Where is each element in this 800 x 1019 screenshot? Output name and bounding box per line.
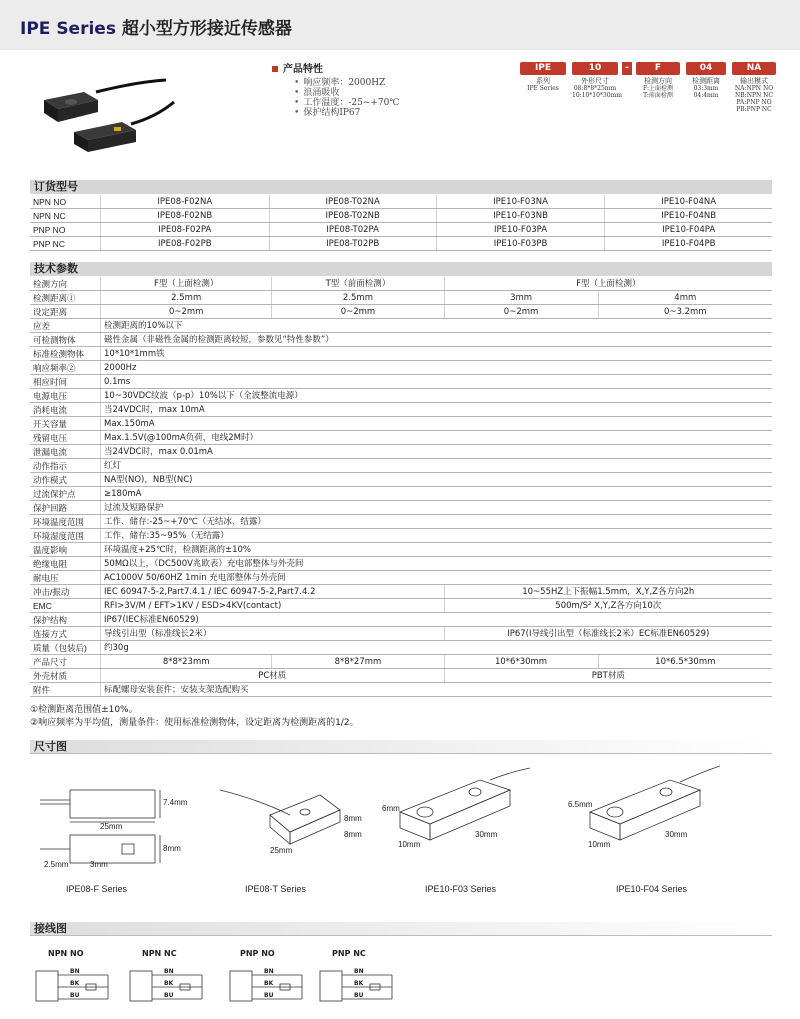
spec-row bbox=[30, 599, 772, 613]
spec-row bbox=[30, 557, 772, 571]
wiring-label: PNP NO bbox=[240, 949, 275, 958]
dim-label: 10mm bbox=[588, 840, 611, 849]
code-sub: 04:4mm bbox=[693, 92, 719, 99]
spec-label: 电源电压 bbox=[30, 389, 101, 403]
order-output-type: PNP NC bbox=[30, 237, 101, 251]
spec-label: 动作指示 bbox=[30, 459, 101, 473]
dim-label: 8mm bbox=[344, 814, 362, 823]
spec-value: 500m/S² X,Y,Z各方向10次 bbox=[444, 599, 772, 613]
wire-label: BU bbox=[264, 992, 274, 999]
feature-title: 产品特性 bbox=[272, 60, 399, 75]
order-model: IPE10-F04PA bbox=[605, 223, 772, 237]
spec-row bbox=[30, 389, 772, 403]
dimension-section-title: 尺寸图 bbox=[30, 740, 772, 754]
spec-label: 检测方向 bbox=[30, 277, 101, 291]
feature-item: • 浪涌吸收 bbox=[294, 88, 399, 98]
spec-value: 10~30VDC纹波（p-p）10%以下（全波整流电源） bbox=[101, 389, 773, 403]
spec-row bbox=[30, 501, 772, 515]
code-sub: 08:8*8*25mm bbox=[573, 85, 617, 92]
wire-label: BU bbox=[70, 992, 80, 999]
dim-caption: IPE10-F03 Series bbox=[425, 884, 497, 894]
spec-value: 磁性金属（非磁性金属的检测距离较短，参数见“特性参数”） bbox=[101, 333, 773, 347]
spec-value: 10~55HZ上下振幅1.5mm，X,Y,Z各方向2h bbox=[444, 585, 772, 599]
spec-value: 50MΩ以上，（DC500V兆欧表）充电部整体与外壳间 bbox=[101, 557, 773, 571]
spec-label: 冲击/振动 bbox=[30, 585, 101, 599]
spec-value: 10*6.5*30mm bbox=[598, 655, 772, 669]
spec-value: NA型(NO)，NB型(NC) bbox=[101, 473, 773, 487]
spec-row bbox=[30, 543, 772, 557]
footnotes bbox=[30, 704, 359, 730]
spec-row bbox=[30, 333, 772, 347]
wiring-label: NPN NC bbox=[142, 949, 177, 958]
code-caption: 检测方向 bbox=[644, 77, 672, 85]
order-output-type: PNP NO bbox=[30, 223, 101, 237]
spec-label: 应差 bbox=[30, 319, 101, 333]
code-caption: 检测距离 bbox=[692, 77, 720, 85]
spec-row bbox=[30, 473, 772, 487]
spec-label: 消耗电流 bbox=[30, 403, 101, 417]
dim-label: 10mm bbox=[398, 840, 421, 849]
code-box: F bbox=[636, 62, 680, 75]
spec-value: 检测距离的10%以下 bbox=[101, 319, 773, 333]
wire-label: BN bbox=[264, 968, 274, 975]
spec-label: 环境湿度范围 bbox=[30, 529, 101, 543]
footnote: ②响应频率为平均值，测量条件：使用标准检测物体，设定距离为检测距离的1/2。 bbox=[30, 718, 359, 728]
spec-row bbox=[30, 487, 772, 501]
spec-value: 3mm bbox=[444, 291, 598, 305]
spec-value: AC1000V 50/60HZ 1min 充电部整体与外壳间 bbox=[101, 571, 773, 585]
order-model: IPE10-F04NB bbox=[605, 209, 772, 223]
spec-value: 红灯 bbox=[101, 459, 773, 473]
spec-label: 质量（包装后) bbox=[30, 641, 101, 655]
dim-label: 30mm bbox=[475, 830, 498, 839]
spec-row bbox=[30, 627, 772, 641]
wire-label: BU bbox=[354, 992, 364, 999]
spec-value: 环境温度+25℃时，检测距离的±10% bbox=[101, 543, 773, 557]
wire-label: BN bbox=[164, 968, 174, 975]
dim-label: 25mm bbox=[270, 846, 293, 855]
spec-value: 0.1ms bbox=[101, 375, 773, 389]
code-output bbox=[732, 62, 776, 113]
code-caption: 外形尺寸 bbox=[581, 77, 609, 85]
spec-value: 过流及短路保护 bbox=[101, 501, 773, 515]
spec-label: 设定距离 bbox=[30, 305, 101, 319]
dim-label: 6mm bbox=[382, 804, 400, 813]
wire-label: BK bbox=[70, 980, 80, 987]
spec-label: 相应时间 bbox=[30, 375, 101, 389]
spec-row bbox=[30, 613, 772, 627]
order-model: IPE08-T02PA bbox=[269, 223, 436, 237]
spec-label: 响应频率② bbox=[30, 361, 101, 375]
code-sub: 03:3mm bbox=[693, 85, 719, 92]
dim-label: 2.5mm bbox=[44, 860, 69, 869]
dimension-svg bbox=[30, 760, 772, 900]
spec-label: EMC bbox=[30, 599, 101, 613]
spec-label: 检测距离① bbox=[30, 291, 101, 305]
spec-row bbox=[30, 683, 772, 697]
spec-row bbox=[30, 655, 772, 669]
wiring-svg bbox=[30, 945, 430, 1015]
order-model: IPE08-T02NB bbox=[269, 209, 436, 223]
code-sub: F:上面检测 bbox=[643, 85, 673, 92]
spec-value: PBT材质 bbox=[444, 669, 772, 683]
spec-value: 2.5mm bbox=[272, 291, 444, 305]
spec-row bbox=[30, 361, 772, 375]
code-box: IPE bbox=[520, 62, 566, 75]
spec-value: 2.5mm bbox=[101, 291, 272, 305]
spec-row bbox=[30, 641, 772, 655]
spec-value: ≥180mA bbox=[101, 487, 773, 501]
code-sub: PB:PNP NC bbox=[736, 106, 772, 113]
code-sub: NA:NPN NO bbox=[734, 85, 774, 92]
wire-label: BK bbox=[264, 980, 274, 987]
spec-value: 4mm bbox=[598, 291, 772, 305]
code-sub: PA:PNP NO bbox=[736, 99, 772, 106]
order-row bbox=[30, 195, 772, 209]
spec-table bbox=[30, 277, 772, 697]
code-size bbox=[572, 62, 622, 99]
spec-value: 8*8*23mm bbox=[101, 655, 272, 669]
order-row bbox=[30, 223, 772, 237]
spec-value: RFI>3V/M / EFT>1KV / ESD>4KV(contact) bbox=[101, 599, 445, 613]
wire-label: BK bbox=[164, 980, 174, 987]
product-title: 超小型方形接近传感器 bbox=[121, 19, 292, 39]
spec-label: 动作模式 bbox=[30, 473, 101, 487]
spec-row bbox=[30, 277, 772, 291]
spec-label: 过流保护点 bbox=[30, 487, 101, 501]
order-model: IPE10-F03PB bbox=[436, 237, 605, 251]
dim-caption: IPE10-F04 Series bbox=[616, 884, 688, 894]
order-model: IPE08-T02PB bbox=[269, 237, 436, 251]
code-caption: 输出模式 bbox=[740, 77, 768, 85]
code-sub: NB:NPN NC bbox=[735, 92, 773, 99]
wiring-label: PNP NC bbox=[332, 949, 366, 958]
dim-label: 25mm bbox=[100, 822, 123, 831]
dim-label: 6.5mm bbox=[568, 800, 593, 809]
spec-value: T型（前面检测） bbox=[272, 277, 444, 291]
order-model: IPE10-F03NB bbox=[436, 209, 605, 223]
product-photo bbox=[36, 62, 176, 152]
spec-label: 可检测物体 bbox=[30, 333, 101, 347]
spec-value: 2000Hz bbox=[101, 361, 773, 375]
dim-label: 3mm bbox=[90, 860, 108, 869]
spec-row bbox=[30, 585, 772, 599]
spec-label: 保护回路 bbox=[30, 501, 101, 515]
dim-label: 30mm bbox=[665, 830, 688, 839]
code-dash: - bbox=[622, 62, 632, 75]
spec-label: 耐电压 bbox=[30, 571, 101, 585]
order-table bbox=[30, 195, 772, 251]
order-model: IPE08-F02PA bbox=[101, 223, 270, 237]
order-model: IPE10-F04NA bbox=[605, 195, 772, 209]
feature-item: • 保护结构IP67 bbox=[294, 108, 399, 118]
order-model: IPE08-F02PB bbox=[101, 237, 270, 251]
spec-value: Max.1.5V(@100mA负荷，电线2M时） bbox=[101, 431, 773, 445]
spec-label: 外壳材质 bbox=[30, 669, 101, 683]
code-box: 10 bbox=[572, 62, 618, 75]
order-model: IPE10-F03PA bbox=[436, 223, 605, 237]
code-box: NA bbox=[732, 62, 776, 75]
spec-value: 0~2mm bbox=[272, 305, 444, 319]
spec-value: IP67(I导线引出型（标准线长2米）EC标准EN60529) bbox=[444, 627, 772, 641]
page-header bbox=[0, 0, 800, 50]
wiring-diagrams bbox=[30, 945, 772, 1015]
spec-row bbox=[30, 431, 772, 445]
spec-row bbox=[30, 291, 772, 305]
spec-value: F型（上面检测） bbox=[101, 277, 272, 291]
spec-label: 保护结构 bbox=[30, 613, 101, 627]
spec-row bbox=[30, 417, 772, 431]
order-model: IPE08-F02NA bbox=[101, 195, 270, 209]
spec-label: 产品尺寸 bbox=[30, 655, 101, 669]
spec-value: 当24VDC时，max 10mA bbox=[101, 403, 773, 417]
spec-label: 标准检测物体 bbox=[30, 347, 101, 361]
order-output-type: NPN NO bbox=[30, 195, 101, 209]
wire-label: BK bbox=[354, 980, 364, 987]
feature-item: • 工作温度：-25~+70℃ bbox=[294, 98, 399, 108]
spec-value: 10*10*1mm铁 bbox=[101, 347, 773, 361]
spec-label: 连接方式 bbox=[30, 627, 101, 641]
spec-value: PC材质 bbox=[101, 669, 445, 683]
spec-value: 当24VDC时，max 0.01mA bbox=[101, 445, 773, 459]
spec-row bbox=[30, 305, 772, 319]
spec-value: 0~3.2mm bbox=[598, 305, 772, 319]
dim-caption: IPE08-T Series bbox=[245, 884, 306, 894]
wiring-section-title: 接线图 bbox=[30, 922, 772, 936]
spec-value: IP67(IEC标准EN60529) bbox=[101, 613, 773, 627]
code-series bbox=[520, 62, 566, 92]
feature-list bbox=[272, 60, 399, 118]
spec-label: 附件 bbox=[30, 683, 101, 697]
dimension-drawings bbox=[30, 760, 772, 900]
order-row bbox=[30, 237, 772, 251]
code-sub: IPE Series bbox=[527, 85, 559, 92]
spec-row bbox=[30, 515, 772, 529]
wire-label: BU bbox=[164, 992, 174, 999]
code-box: 04 bbox=[686, 62, 726, 75]
code-sub: 10:10*10*30mm bbox=[572, 92, 622, 99]
spec-row bbox=[30, 375, 772, 389]
spec-value: 标配螺母安装套件；安装支架选配购买 bbox=[101, 683, 773, 697]
dim-label: 8mm bbox=[163, 844, 181, 853]
order-model: IPE10-F03NA bbox=[436, 195, 605, 209]
dim-label: 7.4mm bbox=[163, 798, 188, 807]
footnote: ①检测距离范围值±10%。 bbox=[30, 705, 138, 715]
spec-row bbox=[30, 459, 772, 473]
order-model: IPE08-T02NA bbox=[269, 195, 436, 209]
dim-caption: IPE08-F Series bbox=[66, 884, 128, 894]
spec-row bbox=[30, 669, 772, 683]
feature-item: • 响应频率：2000HZ bbox=[294, 78, 399, 88]
code-sub: T:前面检测 bbox=[643, 92, 673, 99]
order-model: IPE08-F02NB bbox=[101, 209, 270, 223]
order-output-type: NPN NC bbox=[30, 209, 101, 223]
spec-row bbox=[30, 445, 772, 459]
spec-value: 0~2mm bbox=[444, 305, 598, 319]
spec-label: 绝缘电阻 bbox=[30, 557, 101, 571]
spec-value: IEC 60947-5-2,Part7.4.1 / IEC 60947-5-2,Part7.4.2 bbox=[101, 585, 445, 599]
spec-value: 8*8*27mm bbox=[272, 655, 444, 669]
spec-value: F型（上面检测） bbox=[444, 277, 772, 291]
spec-row bbox=[30, 529, 772, 543]
spec-value: 工作、储存:35~95%（无结露） bbox=[101, 529, 773, 543]
spec-value: 10*6*30mm bbox=[444, 655, 598, 669]
page-title bbox=[20, 14, 292, 39]
spec-row bbox=[30, 571, 772, 585]
spec-section-title: 技术参数 bbox=[30, 262, 772, 276]
order-row bbox=[30, 209, 772, 223]
spec-label: 环境温度范围 bbox=[30, 515, 101, 529]
dim-label: 8mm bbox=[344, 830, 362, 839]
wire-label: BN bbox=[70, 968, 80, 975]
spec-label: 温度影响 bbox=[30, 543, 101, 557]
spec-value: 工作、储存:-25~+70℃（无结冰、结露） bbox=[101, 515, 773, 529]
wire-label: BN bbox=[354, 968, 364, 975]
wiring-label: NPN NO bbox=[48, 949, 84, 958]
spec-value: 导线引出型（标准线长2米） bbox=[101, 627, 445, 641]
code-distance bbox=[686, 62, 726, 99]
spec-label: 泄漏电流 bbox=[30, 445, 101, 459]
code-direction bbox=[636, 62, 680, 99]
spec-row bbox=[30, 347, 772, 361]
spec-value: 0~2mm bbox=[101, 305, 272, 319]
spec-row bbox=[30, 403, 772, 417]
series-name: IPE Series bbox=[20, 19, 116, 39]
spec-label: 残留电压 bbox=[30, 431, 101, 445]
order-model: IPE10-F04PB bbox=[605, 237, 772, 251]
spec-value: 约30g bbox=[101, 641, 773, 655]
spec-label: 开关容量 bbox=[30, 417, 101, 431]
code-caption: 系列 bbox=[536, 77, 550, 85]
spec-value: Max.150mA bbox=[101, 417, 773, 431]
spec-row bbox=[30, 319, 772, 333]
order-section-title: 订货型号 bbox=[30, 180, 772, 194]
